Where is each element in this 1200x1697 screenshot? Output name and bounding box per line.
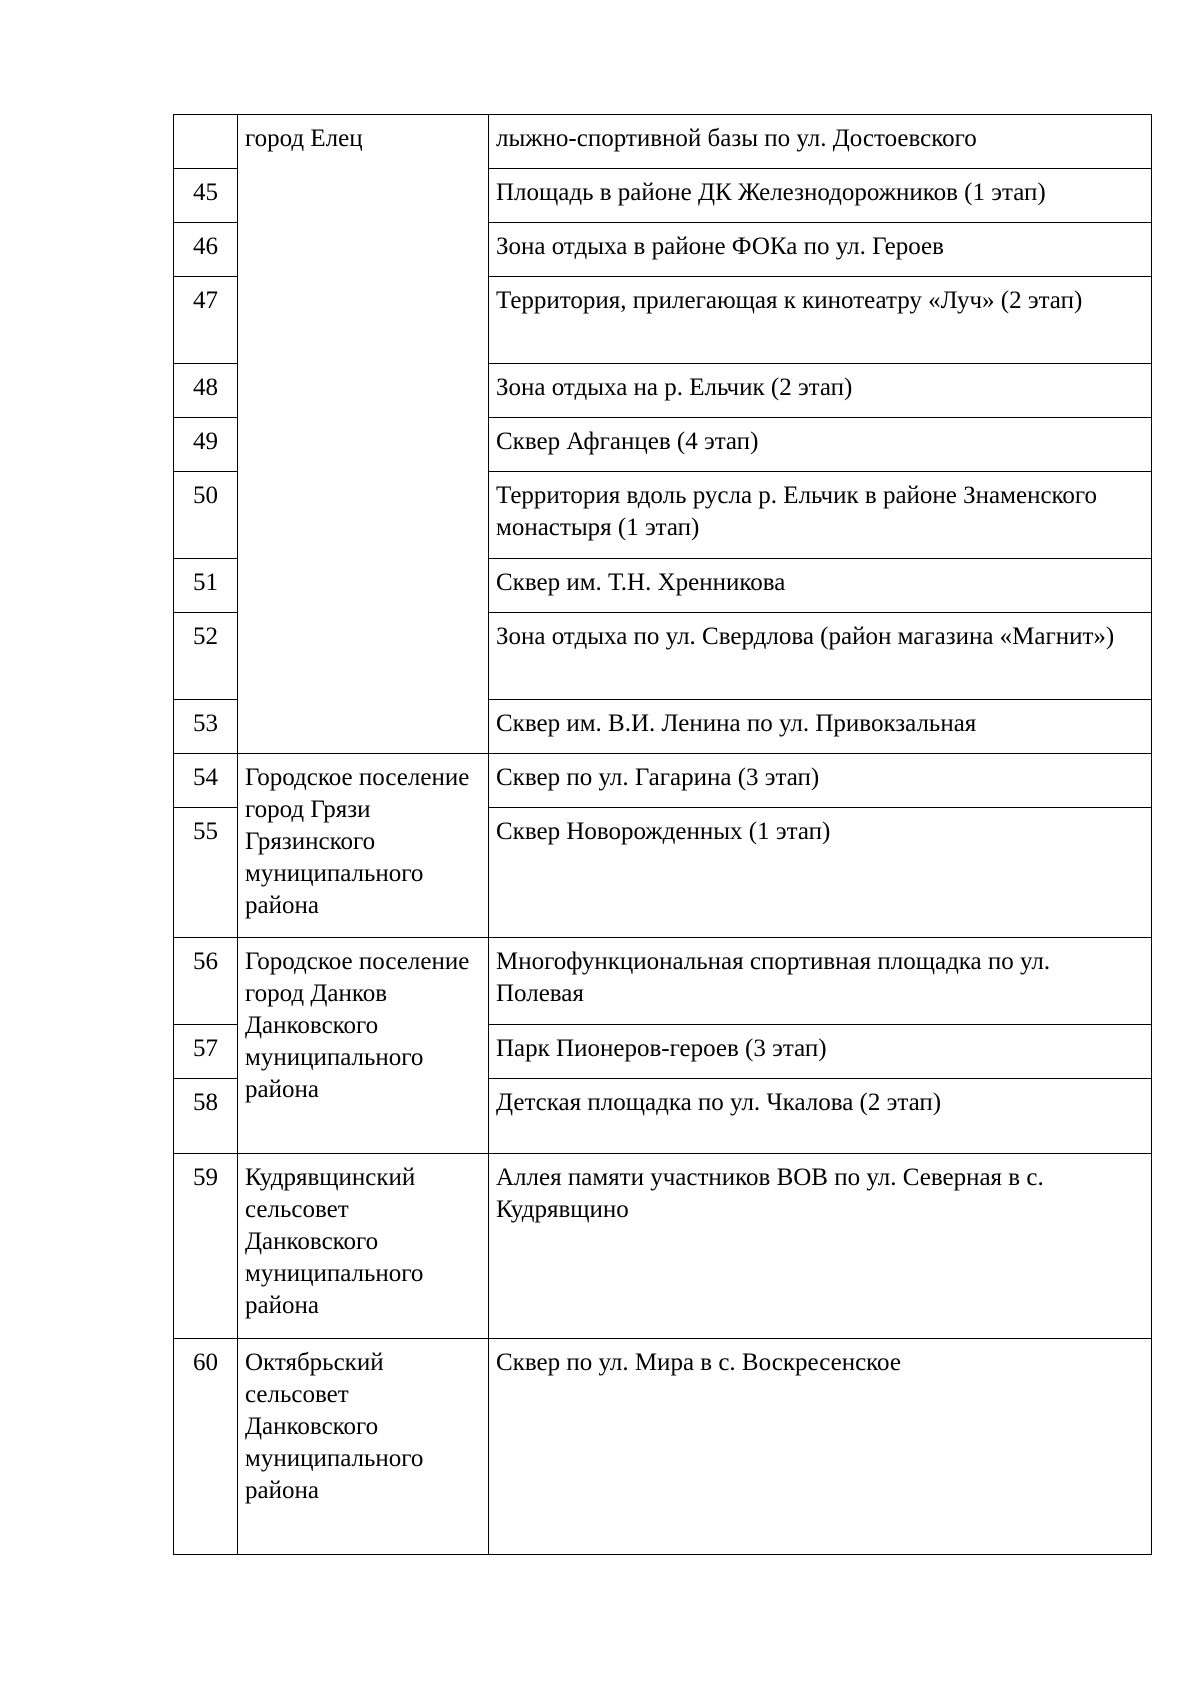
municipality-cell: Октябрьский сельсовет Данковского муниципального района (238, 1339, 489, 1555)
municipality-cell: Городское поселение город Данков Данковского муниципального района (238, 938, 489, 1154)
object-cell: Сквер им. Т.Н. Хренникова (489, 559, 1152, 613)
row-number: 49 (174, 418, 238, 472)
object-cell: Зона отдыха по ул. Свердлова (район магазина «Магнит») (489, 613, 1152, 700)
object-cell: Детская площадка по ул. Чкалова (2 этап) (489, 1079, 1152, 1154)
row-number: 47 (174, 277, 238, 364)
row-number: 53 (174, 700, 238, 754)
row-number: 48 (174, 364, 238, 418)
row-number: 45 (174, 169, 238, 223)
table-row (174, 1339, 1152, 1555)
municipality-cell: Кудрявщинский сельсовет Данковского муниципального района (238, 1154, 489, 1339)
row-number: 54 (174, 754, 238, 808)
row-number (174, 115, 238, 169)
row-number: 51 (174, 559, 238, 613)
row-number: 60 (174, 1339, 238, 1555)
municipality-cell: Городское поселение город Грязи Грязинского муниципального района (238, 754, 489, 938)
municipality-cell: город Елец (238, 115, 489, 754)
objects-table (173, 114, 1152, 1555)
row-number: 58 (174, 1079, 238, 1154)
object-cell: Парк Пионеров-героев (3 этап) (489, 1025, 1152, 1079)
row-number: 59 (174, 1154, 238, 1339)
table-row (174, 938, 1152, 1025)
table-row (174, 115, 1152, 169)
row-number: 55 (174, 808, 238, 938)
object-cell: Территория, прилегающая к кинотеатру «Луч» (2 этап) (489, 277, 1152, 364)
object-cell: Сквер Афганцев (4 этап) (489, 418, 1152, 472)
row-number: 57 (174, 1025, 238, 1079)
object-cell: Сквер по ул. Мира в с. Воскресенское (489, 1339, 1152, 1555)
table-row (174, 754, 1152, 808)
object-cell: Зона отдыха на р. Ельчик (2 этап) (489, 364, 1152, 418)
table-row (174, 1154, 1152, 1339)
row-number: 52 (174, 613, 238, 700)
object-cell: Многофункциональная спортивная площадка по ул. Полевая (489, 938, 1152, 1025)
object-cell: Территория вдоль русла р. Ельчик в районе Знаменского монастыря (1 этап) (489, 472, 1152, 559)
object-cell: Сквер по ул. Гагарина (3 этап) (489, 754, 1152, 808)
object-cell: Зона отдыха в районе ФОКа по ул. Героев (489, 223, 1152, 277)
row-number: 56 (174, 938, 238, 1025)
row-number: 50 (174, 472, 238, 559)
object-cell: Площадь в районе ДК Железнодорожников (1 этап) (489, 169, 1152, 223)
object-cell: Сквер Новорожденных (1 этап) (489, 808, 1152, 938)
row-number: 46 (174, 223, 238, 277)
object-cell: Аллея памяти участников ВОВ по ул. Северная в с. Кудрявщино (489, 1154, 1152, 1339)
object-cell: лыжно-спортивной базы по ул. Достоевского (489, 115, 1152, 169)
object-cell: Сквер им. В.И. Ленина по ул. Привокзальная (489, 700, 1152, 754)
